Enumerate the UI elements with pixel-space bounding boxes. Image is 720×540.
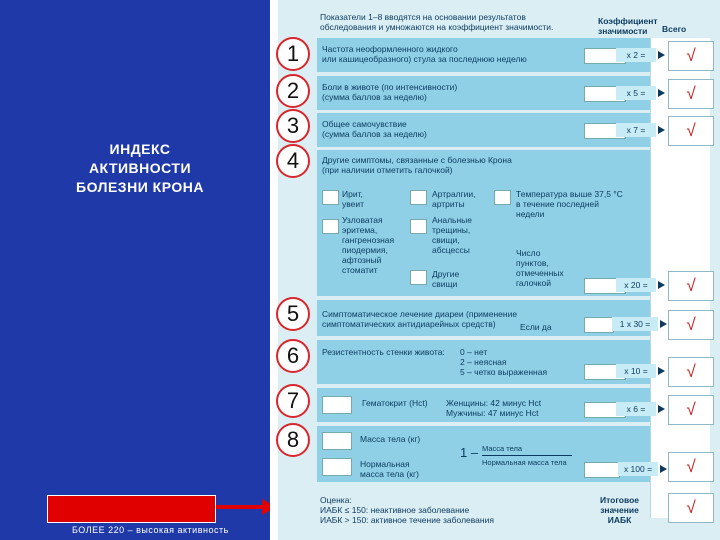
normal-weight-input[interactable] — [322, 458, 352, 476]
symptom-checkbox-anal[interactable] — [410, 219, 427, 234]
symptom-iritis: Ирит, увеит — [342, 189, 365, 209]
item-4-total[interactable]: √ — [668, 271, 714, 301]
item-5-number: 5 — [276, 297, 310, 331]
item-6-arrow — [658, 367, 665, 375]
item-2-total[interactable]: √ — [668, 79, 714, 109]
item-5-multiplier: 1 x 30 = — [612, 317, 658, 331]
item-5-arrow — [660, 320, 667, 328]
resistance-scale: 0 – нет 2 – неясная 5 – четко выраженная — [460, 347, 548, 377]
form-intro: Показатели 1–8 вводятся на основании результатов обследования и умножаются на коэффициент значимости. — [320, 12, 554, 32]
item-4-number: 4 — [276, 144, 310, 178]
item-6-text: Резистентность стенки живота: — [322, 347, 445, 357]
final-total[interactable]: √ — [668, 493, 714, 523]
item-5-total[interactable]: √ — [668, 310, 714, 340]
item-7-number: 7 — [276, 384, 310, 418]
item-2-number: 2 — [276, 74, 310, 108]
item-7-multiplier: x 6 = — [616, 402, 656, 416]
item-1-arrow — [658, 51, 665, 59]
item-8-number: 8 — [276, 423, 310, 457]
pointer-arrow — [216, 505, 266, 509]
item-7-total[interactable]: √ — [668, 395, 714, 425]
item-8-multiplier: x 100 = — [618, 462, 658, 476]
symptom-count-label: Число пунктов, отмеченных галочкой — [516, 248, 564, 288]
symptom-erythema: Узловатая эритема, гангренозная пиодермия, афтозный стоматит — [342, 215, 395, 275]
coefficient-header: Коэффициент значимости — [598, 16, 658, 36]
footer-note: БОЛЕЕ 220 – высокая активность — [72, 525, 229, 535]
item-3-text: Общее самочувствие (сумма баллов за неделю) — [322, 119, 427, 139]
item-4-arrow — [658, 281, 665, 289]
symptom-checkbox-erythema[interactable] — [322, 219, 339, 234]
weight-numerator: Масса тела — [482, 444, 523, 453]
weight-formula-prefix: 1 – — [460, 445, 479, 460]
item-3-number: 3 — [276, 109, 310, 143]
normal-weight-label: Нормальная масса тела (кг) — [360, 459, 419, 479]
item-5-extra: Если да — [520, 322, 552, 332]
symptom-arthralgia: Артралгии, артриты — [432, 189, 476, 209]
item-1-number: 1 — [276, 37, 310, 71]
item-7-text: Гематокрит (Hct) — [362, 398, 428, 408]
item-8-text: Масса тела (кг) — [360, 434, 421, 444]
item-1-multiplier: x 2 = — [616, 48, 656, 62]
item-4-multiplier: x 20 = — [616, 278, 656, 292]
item-4-text: Другие симптомы, связанные с болезнью Крона (при наличии отметить галочкой) — [322, 155, 512, 175]
divider — [270, 0, 278, 540]
assessment-text: Оценка: ИАБК ≤ 150: неактивное заболевание ИАБК > 150: активное течение заболевания — [320, 495, 494, 525]
symptom-checkbox-fistula[interactable] — [410, 270, 427, 285]
item-6-multiplier: x 10 = — [616, 364, 656, 378]
item-2-text: Боли в животе (по интенсивности) (сумма баллов за неделю) — [322, 82, 458, 102]
symptom-checkbox-arthralgia[interactable] — [410, 190, 427, 205]
item-7-arrow — [658, 405, 665, 413]
item-5-input[interactable] — [584, 317, 614, 333]
weight-denominator: Нормальная масса тела — [482, 458, 567, 467]
item-6-number: 6 — [276, 339, 310, 373]
item-8-arrow — [660, 465, 667, 473]
fraction-line — [482, 455, 572, 456]
item-2-arrow — [658, 89, 665, 97]
item-1-total[interactable]: √ — [668, 41, 714, 71]
item-2-multiplier: x 5 = — [616, 86, 656, 100]
total-header: Всего — [662, 24, 687, 34]
symptom-temperature: Температура выше 37,5 °С в течение последней недели — [516, 189, 623, 219]
sidebar-panel — [0, 0, 270, 540]
weight-input[interactable] — [322, 432, 352, 450]
item-8-total[interactable]: √ — [668, 452, 714, 482]
symptom-anal: Анальные трещины, свищи, абсцессы — [432, 215, 473, 255]
item-5-text: Симптоматическое лечение диареи (применение симптоматических антидиарейных средств) — [322, 309, 518, 329]
hematocrit-formula: Женщины: 42 минус Hct Мужчины: 47 минус Hct — [446, 398, 542, 418]
item-3-multiplier: x 7 = — [616, 123, 656, 137]
item-3-arrow — [658, 126, 665, 134]
hematocrit-input[interactable] — [322, 396, 352, 414]
symptom-checkbox-iritis[interactable] — [322, 190, 339, 205]
red-highlight-bar — [47, 495, 216, 523]
item-3-total[interactable]: √ — [668, 116, 714, 146]
symptom-checkbox-temperature[interactable] — [494, 190, 511, 205]
final-label: Итоговое значение ИАБК — [600, 495, 640, 525]
item-1-text: Частота неоформленного жидкого или кашицеобразного) стула за последнюю неделю — [322, 44, 527, 64]
index-title: ИНДЕКС АКТИВНОСТИ БОЛЕЗНИ КРОНА — [76, 141, 204, 195]
item-8-input[interactable] — [584, 462, 620, 478]
symptom-fistula: Другие свищи — [432, 269, 460, 289]
item-6-total[interactable]: √ — [668, 357, 714, 387]
